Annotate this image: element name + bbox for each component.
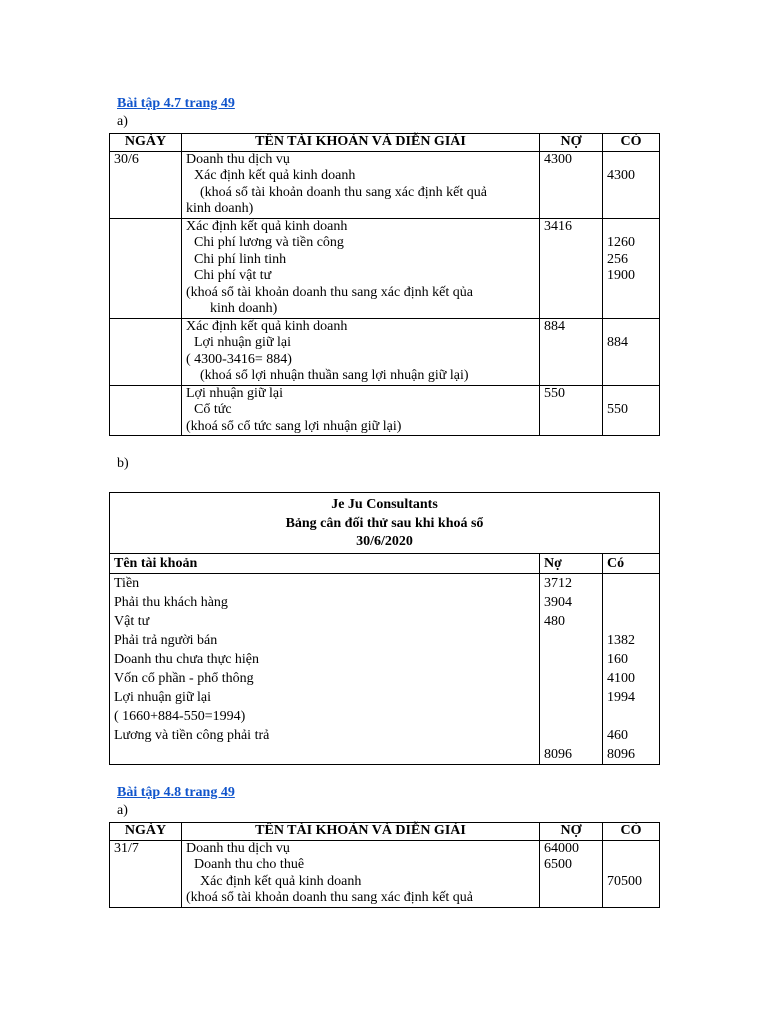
debit-total: 8096 xyxy=(544,746,572,762)
journal-row xyxy=(110,151,660,218)
account-name: ( 1660+884-550=1994) xyxy=(114,708,246,724)
credit-value: 460 xyxy=(607,727,628,743)
company-name: Je Ju Consultants xyxy=(331,497,438,512)
debit-value: 3904 xyxy=(544,594,572,610)
desc-line: Chi phí linh tinh xyxy=(194,251,287,267)
header-debit: NỢ xyxy=(540,823,603,841)
credit-value: 160 xyxy=(607,651,628,667)
header-date: NGÀY xyxy=(110,134,182,152)
credit-value xyxy=(607,707,655,726)
row-debit xyxy=(540,218,603,318)
header-account: TÊN TÀI KHOẢN VÀ DIỄN GIẢI xyxy=(182,134,540,152)
desc-line: (khoá sổ tài khoản doanh thu sang xác định kết quả xyxy=(200,184,487,200)
account-list xyxy=(110,573,540,764)
row-credit xyxy=(603,840,660,907)
account-name: Lương và tiền công phải trả xyxy=(114,727,270,743)
exercise-4-8-link[interactable]: Bài tập 4.8 trang 49 xyxy=(117,785,235,800)
row-date xyxy=(110,218,182,318)
header-debit: Nợ xyxy=(540,553,603,573)
credit-value: 1994 xyxy=(607,689,635,705)
desc-line: Lợi nhuận giữ lại xyxy=(186,385,284,401)
credit-value: 4300 xyxy=(607,168,635,183)
row-debit xyxy=(540,318,603,385)
credit-value: 550 xyxy=(607,402,628,417)
row-description xyxy=(182,840,540,907)
desc-line: kinh doanh) xyxy=(186,201,254,216)
row-credit xyxy=(603,151,660,218)
debit-value xyxy=(544,726,598,745)
desc-line: Cổ tức xyxy=(194,402,232,417)
row-date: 31/7 xyxy=(110,840,182,907)
desc-line: (khoá sổ cổ tức sang lợi nhuận giữ lại) xyxy=(186,418,402,434)
desc-line: Chi phí lương và tiền công xyxy=(194,235,344,250)
row-credit xyxy=(603,218,660,318)
trial-balance-heading xyxy=(110,493,660,554)
debit-value: 3712 xyxy=(544,575,572,591)
trial-balance-heading-row xyxy=(110,493,660,554)
credit-value: 1260 xyxy=(607,235,635,250)
row-debit xyxy=(540,385,603,436)
part-a-label: a) xyxy=(117,803,128,818)
debit-value: 550 xyxy=(544,385,565,401)
row-date xyxy=(110,385,182,436)
credit-value xyxy=(607,574,655,593)
credit-total: 8096 xyxy=(607,746,635,762)
journal-table-4-7 xyxy=(109,133,660,436)
balance-title: Bảng cân đối thử sau khi khoá sổ xyxy=(285,515,484,531)
account-name: Doanh thu chưa thực hiện xyxy=(114,651,260,667)
row-credit xyxy=(603,318,660,385)
desc-line: Doanh thu dịch vụ xyxy=(186,151,290,167)
account-name: Phải thu khách hàng xyxy=(114,594,228,610)
header-credit: CÓ xyxy=(603,134,660,152)
part-a-label: a) xyxy=(117,114,128,129)
trial-balance-header-row xyxy=(110,553,660,573)
row-debit xyxy=(540,151,603,218)
debit-value xyxy=(544,707,598,726)
row-description xyxy=(182,151,540,218)
desc-line: Xác định kết quả kinh doanh xyxy=(200,873,362,889)
desc-line: (khoá sổ tài khoản doanh thu sang xác định kết quả xyxy=(186,890,473,905)
debit-value xyxy=(544,650,598,669)
credit-value xyxy=(607,612,655,631)
debit-value: 6500 xyxy=(544,857,572,872)
trial-balance-table xyxy=(109,492,660,765)
row-debit xyxy=(540,840,603,907)
debit-value: 4300 xyxy=(544,151,572,167)
account-name: Vốn cổ phần - phổ thông xyxy=(114,670,254,686)
desc-line: (khoá sổ tài khoản doanh thu sang xác định kết qủa xyxy=(186,284,473,300)
row-description xyxy=(182,218,540,318)
desc-line: ( 4300-3416= 884) xyxy=(186,351,292,367)
trial-balance-body-row xyxy=(110,573,660,764)
row-description xyxy=(182,318,540,385)
account-name: Tiền xyxy=(114,575,140,591)
header-date: NGÀY xyxy=(110,823,182,841)
row-description xyxy=(182,385,540,436)
credit-value: 4100 xyxy=(607,670,635,686)
header-credit: Có xyxy=(603,553,660,573)
desc-line: Doanh thu cho thuê xyxy=(194,857,305,872)
debit-value xyxy=(544,669,598,688)
credit-value: 884 xyxy=(607,335,628,350)
header-account-name: Tên tài khoản xyxy=(110,553,540,573)
journal-row xyxy=(110,218,660,318)
credit-value: 70500 xyxy=(607,873,642,889)
desc-line: Lợi nhuận giữ lại xyxy=(194,335,292,350)
desc-line: Doanh thu dịch vụ xyxy=(186,840,290,856)
row-credit xyxy=(603,385,660,436)
desc-line: (khoá sổ lợi nhuận thuần sang lợi nhuận giữ lại) xyxy=(200,368,469,383)
debit-value: 3416 xyxy=(544,218,572,234)
desc-line: Chi phí vật tư xyxy=(194,268,272,283)
desc-line: Xác định kết quả kinh doanh xyxy=(186,318,348,334)
credit-list xyxy=(603,573,660,764)
header-credit: CÓ xyxy=(603,823,660,841)
credit-value: 1900 xyxy=(607,268,635,283)
balance-date: 30/6/2020 xyxy=(356,534,413,549)
row-date xyxy=(110,318,182,385)
debit-value: 480 xyxy=(544,613,565,629)
credit-value: 256 xyxy=(607,251,628,267)
journal-row xyxy=(110,840,660,907)
debit-value: 64000 xyxy=(544,840,579,856)
exercise-4-7-link[interactable]: Bài tập 4.7 trang 49 xyxy=(117,96,235,111)
journal-header-row xyxy=(110,823,660,841)
desc-line: Xác định kết quả kinh doanh xyxy=(194,168,356,183)
account-name: Lợi nhuận giữ lại xyxy=(114,689,212,705)
debit-value xyxy=(544,631,598,650)
part-b-label: b) xyxy=(117,456,129,471)
desc-line: kinh doanh) xyxy=(210,301,278,316)
journal-row xyxy=(110,318,660,385)
journal-table-4-8 xyxy=(109,822,660,908)
row-date: 30/6 xyxy=(110,151,182,218)
debit-value xyxy=(544,688,598,707)
desc-line: Xác định kết quả kinh doanh xyxy=(186,218,348,234)
header-account: TÊN TÀI KHOẢN VÀ DIỄN GIẢI xyxy=(182,823,540,841)
debit-list xyxy=(540,573,603,764)
journal-row xyxy=(110,385,660,436)
header-debit: NỢ xyxy=(540,134,603,152)
journal-header-row xyxy=(110,134,660,152)
credit-value: 1382 xyxy=(607,632,635,648)
credit-value xyxy=(607,593,655,612)
account-name: Phải trả người bán xyxy=(114,632,218,648)
debit-value: 884 xyxy=(544,318,565,334)
account-name: Vật tư xyxy=(114,613,150,629)
